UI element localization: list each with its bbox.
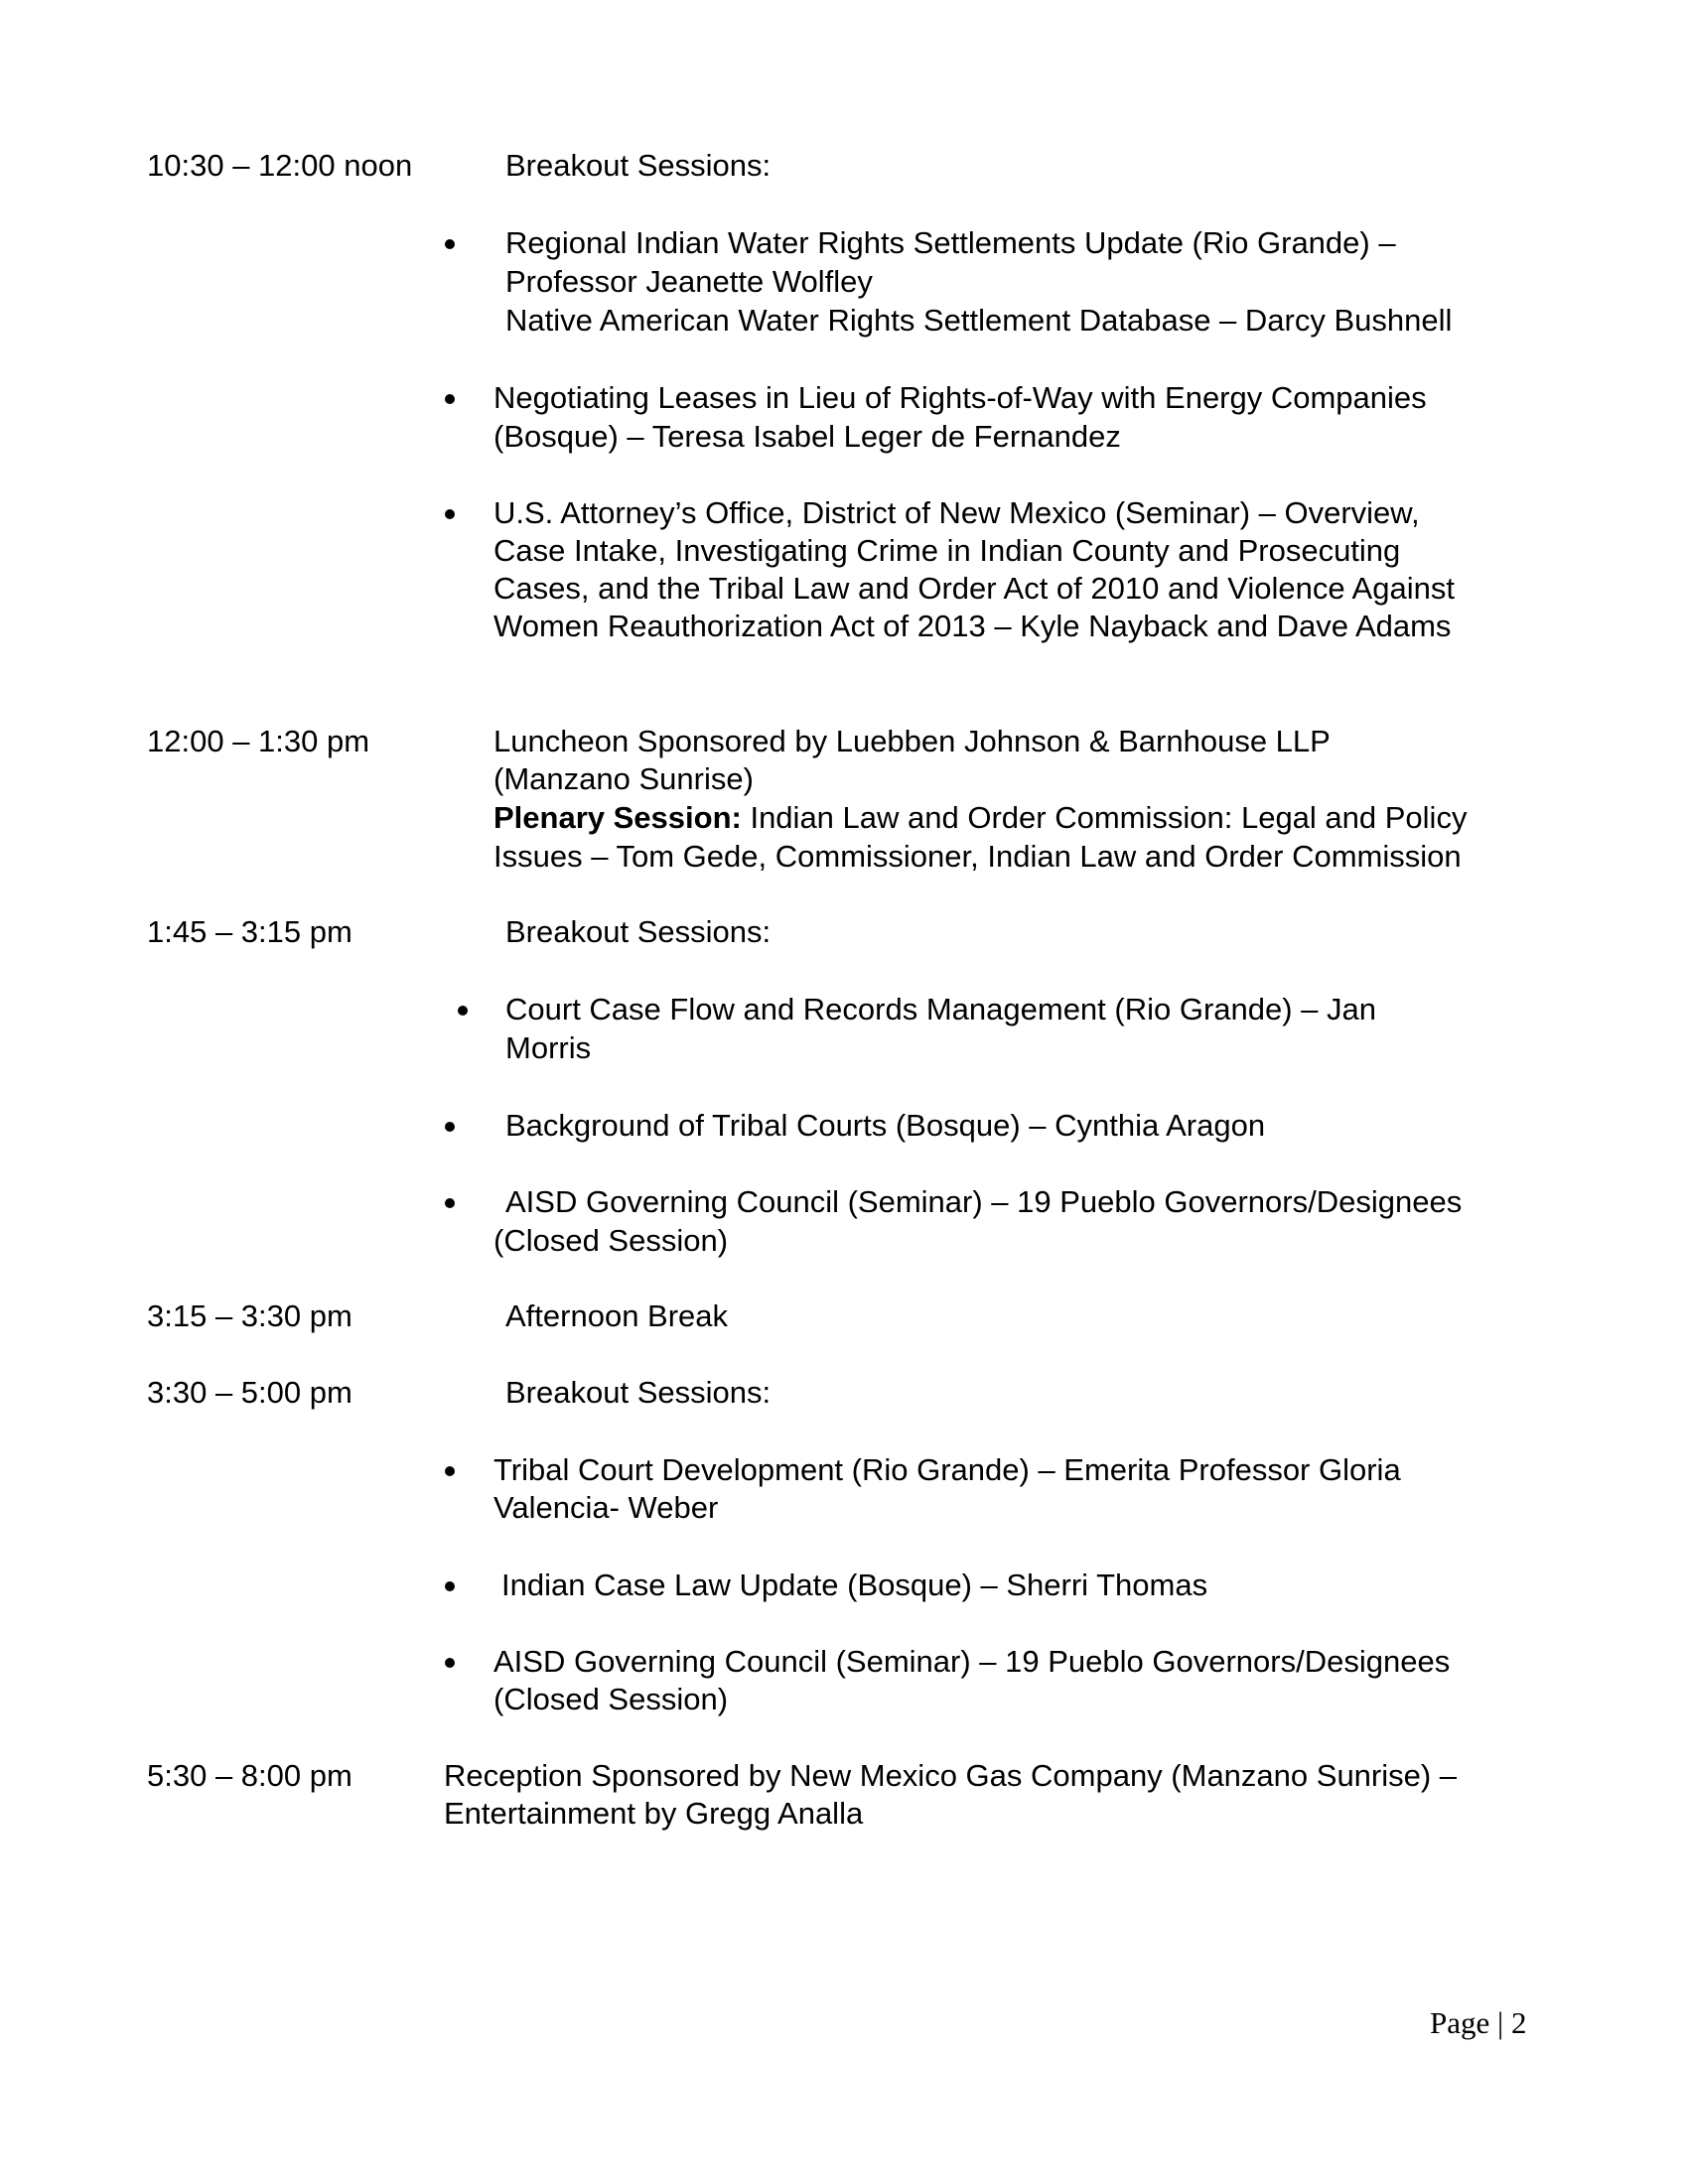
bullet-icon xyxy=(445,1198,455,1208)
session-line: Issues – Tom Gede, Commissioner, Indian Law and Order Commission xyxy=(493,839,1462,874)
session-item-line: Negotiating Leases in Lieu of Rights-of-Way with Energy Companies xyxy=(493,380,1427,415)
session-item-line: Professor Jeanette Wolfley xyxy=(505,264,873,299)
session-time: 3:30 – 5:00 pm xyxy=(147,1375,352,1410)
session-item-line: U.S. Attorney’s Office, District of New Mexico (Seminar) – Overview, xyxy=(493,495,1420,530)
session-item-line: Tribal Court Development (Rio Grande) – Emerita Professor Gloria xyxy=(493,1452,1401,1487)
bullet-icon xyxy=(445,1122,455,1132)
bullet-icon xyxy=(445,1658,455,1668)
bullet-icon xyxy=(445,1581,455,1591)
session-item-line: AISD Governing Council (Seminar) – 19 Pueblo Governors/Designees xyxy=(505,1184,1463,1219)
session-item-line: (Closed Session) xyxy=(493,1682,729,1716)
session-time: 5:30 – 8:00 pm xyxy=(147,1758,352,1793)
bullet-icon xyxy=(445,394,455,404)
session-item-line: Cases, and the Tribal Law and Order Act of 2010 and Violence Against xyxy=(493,571,1455,606)
bullet-icon xyxy=(445,1466,455,1476)
session-line: Luncheon Sponsored by Luebben Johnson & Barnhouse LLP xyxy=(493,724,1331,758)
session-line: (Manzano Sunrise) xyxy=(493,761,754,796)
session-item-line: AISD Governing Council (Seminar) – 19 Pueblo Governors/Designees xyxy=(493,1644,1451,1679)
session-heading: Breakout Sessions: xyxy=(505,914,772,949)
session-item-line: Native American Water Rights Settlement Database – Darcy Bushnell xyxy=(505,303,1453,338)
session-time: 10:30 – 12:00 noon xyxy=(147,148,413,183)
session-item-line: Background of Tribal Courts (Bosque) – Cynthia Aragon xyxy=(505,1108,1266,1143)
plenary-line xyxy=(493,798,1467,837)
plenary-text: Indian Law and Order Commission: Legal and Policy xyxy=(741,800,1468,835)
bullet-icon xyxy=(445,509,455,519)
session-line: Entertainment by Gregg Analla xyxy=(444,1796,864,1831)
session-item-line: Valencia- Weber xyxy=(493,1490,719,1525)
session-heading: Afternoon Break xyxy=(505,1298,729,1333)
session-time: 3:15 – 3:30 pm xyxy=(147,1298,352,1333)
session-item-line: Regional Indian Water Rights Settlements Update (Rio Grande) – xyxy=(505,225,1396,260)
bullet-icon xyxy=(458,1006,468,1016)
session-item-line: Women Reauthorization Act of 2013 – Kyle Nayback and Dave Adams xyxy=(493,609,1452,643)
session-item-line: (Closed Session) xyxy=(493,1223,729,1258)
session-line: Reception Sponsored by New Mexico Gas Company (Manzano Sunrise) – xyxy=(444,1758,1458,1793)
session-heading: Breakout Sessions: xyxy=(505,1375,772,1410)
session-item-line: Court Case Flow and Records Management (Rio Grande) – Jan xyxy=(505,992,1377,1026)
session-time: 12:00 – 1:30 pm xyxy=(147,724,370,758)
bullet-icon xyxy=(445,239,455,249)
page-number: Page | 2 xyxy=(1430,2005,1527,2040)
session-item-line: (Bosque) – Teresa Isabel Leger de Fernandez xyxy=(493,419,1121,454)
session-item-line: Indian Case Law Update (Bosque) – Sherri Thomas xyxy=(501,1568,1208,1602)
session-heading: Breakout Sessions: xyxy=(505,148,772,183)
session-item-line: Morris xyxy=(505,1030,592,1065)
session-item-line: Case Intake, Investigating Crime in Indian County and Prosecuting xyxy=(493,533,1401,568)
plenary-label: Plenary Session: xyxy=(493,800,742,835)
session-time: 1:45 – 3:15 pm xyxy=(147,914,352,949)
